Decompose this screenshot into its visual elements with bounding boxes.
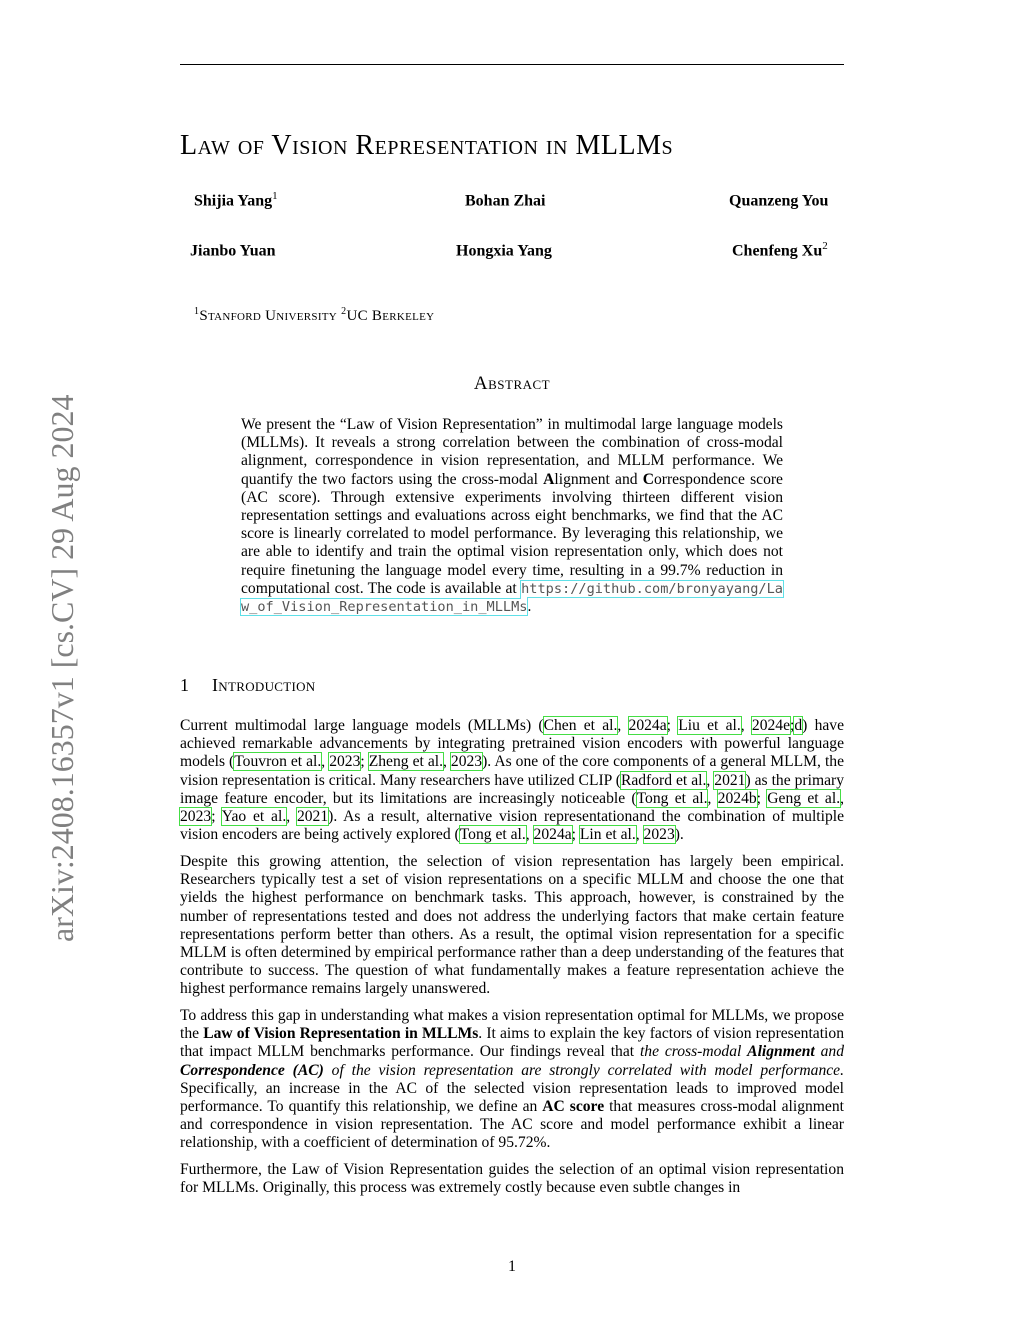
paper-title: Law of Vision Representation in MLLMs	[180, 130, 674, 161]
citation-link[interactable]: 2023	[450, 753, 483, 771]
citation-link[interactable]: Touvron et al.	[234, 753, 322, 771]
abstract-body: We present the “Law of Vision Representation” in multimodal large language models (MLLMs). It reveals a strong correlation between the combination of cross-modal alignment, correspondence in vision representation, and MLLM performance. We quantify the two factors using the cross-modal Alignment and Correspondence score (AC score). Through extensive experiments involving thirteen different vision representation settings and evaluations across eight benchmarks, we find that the AC score is linearly correlated to model performance. By leveraging this relationship, we are able to identify and train the optimal vision representation only, which does not require finetuning the language model every time, resulting in a 99.7% reduction in computational cost. The code is available at https://github.com/bronyayang/Law_of_Vision_Representation_in_MLLMs.	[241, 416, 783, 616]
citation-link[interactable]: d	[794, 717, 803, 734]
citation-link[interactable]: 2021	[714, 771, 746, 789]
paragraph: To address this gap in understanding what makes a vision representation optimal for MLLMs, we propose the Law of Vision Representation in MLLMs. It aims to explain the key factors of vision representation that impact MLLM benchmarks performance. Our findings reveal that the cross-modal Alignment and Correspondence (AC) of the vision representation are strongly correlated with model performance. Specifically, an increase in the AC of the selected vision representation leads to improved model performance. To quantify this relationship, we define an AC score that measures cross-modal alignment and correspondence in vision representation. The AC score and model performance exhibit a linear relationship, with a coefficient of determination of 95.72%.	[180, 1007, 844, 1152]
affiliations: $^1$Stanford University $^2$UC Berkeley	[194, 306, 435, 324]
author: Hongxia Yang	[456, 242, 552, 260]
author: Bohan Zhai	[465, 192, 546, 210]
citation-link[interactable]: Radford et al.	[620, 771, 707, 789]
citation-link[interactable]: 2023	[329, 753, 361, 771]
citation-link[interactable]: 2023	[643, 826, 675, 844]
citation-link[interactable]: Liu et al.	[678, 717, 741, 734]
paragraph: Furthermore, the Law of Vision Representation guides the selection of an optimal vision representation for MLLMs. Originally, this process was extremely costly because even subtle changes in	[180, 1161, 844, 1197]
header-rule	[180, 64, 844, 65]
arxiv-sidebar-stamp: arXiv:2408.16357v1 [cs.CV] 29 Aug 2024	[44, 394, 80, 942]
citation-link[interactable]: 2021	[296, 808, 329, 826]
introduction-body	[180, 717, 844, 1206]
citation-link[interactable]: Lin et al.	[579, 826, 636, 844]
paragraph: Despite this growing attention, the selection of vision representation has largely been empirical. Researchers typically test a set of vision representations on a specific MLLM and choose the one that yields the highest performance on benchmark tasks. This approach, however, is constrained by the number of representations tested and does not address the underlying factors that make certain feature representations perform better than others. As a result, the optimal vision representation for a specific MLLM is often determined by empirical performance rather than a deep understanding of the features that contribute to success. The question of what fundamentally makes a feature representation achieve the highest performance remains largely unanswered.	[180, 852, 844, 998]
citation-link[interactable]: 2024b	[717, 789, 757, 807]
citation-link[interactable]: 2024a	[533, 826, 572, 844]
author: Jianbo Yuan	[190, 242, 276, 260]
citation-link[interactable]: Geng et al.	[767, 789, 841, 807]
abstract-heading: Abstract	[473, 373, 551, 394]
citation-link[interactable]: Tong et al.	[459, 826, 526, 844]
author: Shijia Yang$^1$	[194, 190, 278, 210]
code-url-link[interactable]: https://github.com/bronyayang/Law_of_Vision_Representation_in_MLLMs	[241, 580, 783, 616]
paragraph: Current multimodal large language models (MLLMs) (Chen et al., 2024a; Liu et al., 2024e;d) have achieved remarkable advancements by integrating pretrained vision encoders with powerful language models (Touvron et al., 2023; Zheng et al., 2023). As one of the core components of a general MLLM, the vision representation is critical. Many researchers have utilized CLIP (Radford et al., 2021) as the primary image feature encoder, but its limitations are increasingly noticeable (Tong et al., 2024b; Geng et al., 2023; Yao et al., 2021). As a result, alternative vision representationand the combination of multiple vision encoders are being actively explored (Tong et al., 2024a; Lin et al., 2023).	[180, 717, 845, 844]
page-number: 1	[508, 1258, 516, 1275]
citation-link[interactable]: Yao et al.	[221, 808, 287, 826]
section-heading-introduction: 1 Introduction	[180, 675, 316, 695]
author: Chenfeng Xu$^2$	[732, 240, 828, 260]
citation-link[interactable]: 2024a	[628, 717, 667, 734]
citation-link[interactable]: Zheng et al.	[368, 753, 443, 771]
author-list	[180, 190, 844, 290]
author: Quanzeng You	[729, 192, 829, 210]
citation-link[interactable]: Tong et al.	[636, 789, 708, 807]
citation-link[interactable]: 2024e	[751, 717, 791, 734]
citation-link[interactable]: Chen et al.	[543, 717, 618, 734]
citation-link[interactable]: 2023	[180, 808, 212, 826]
